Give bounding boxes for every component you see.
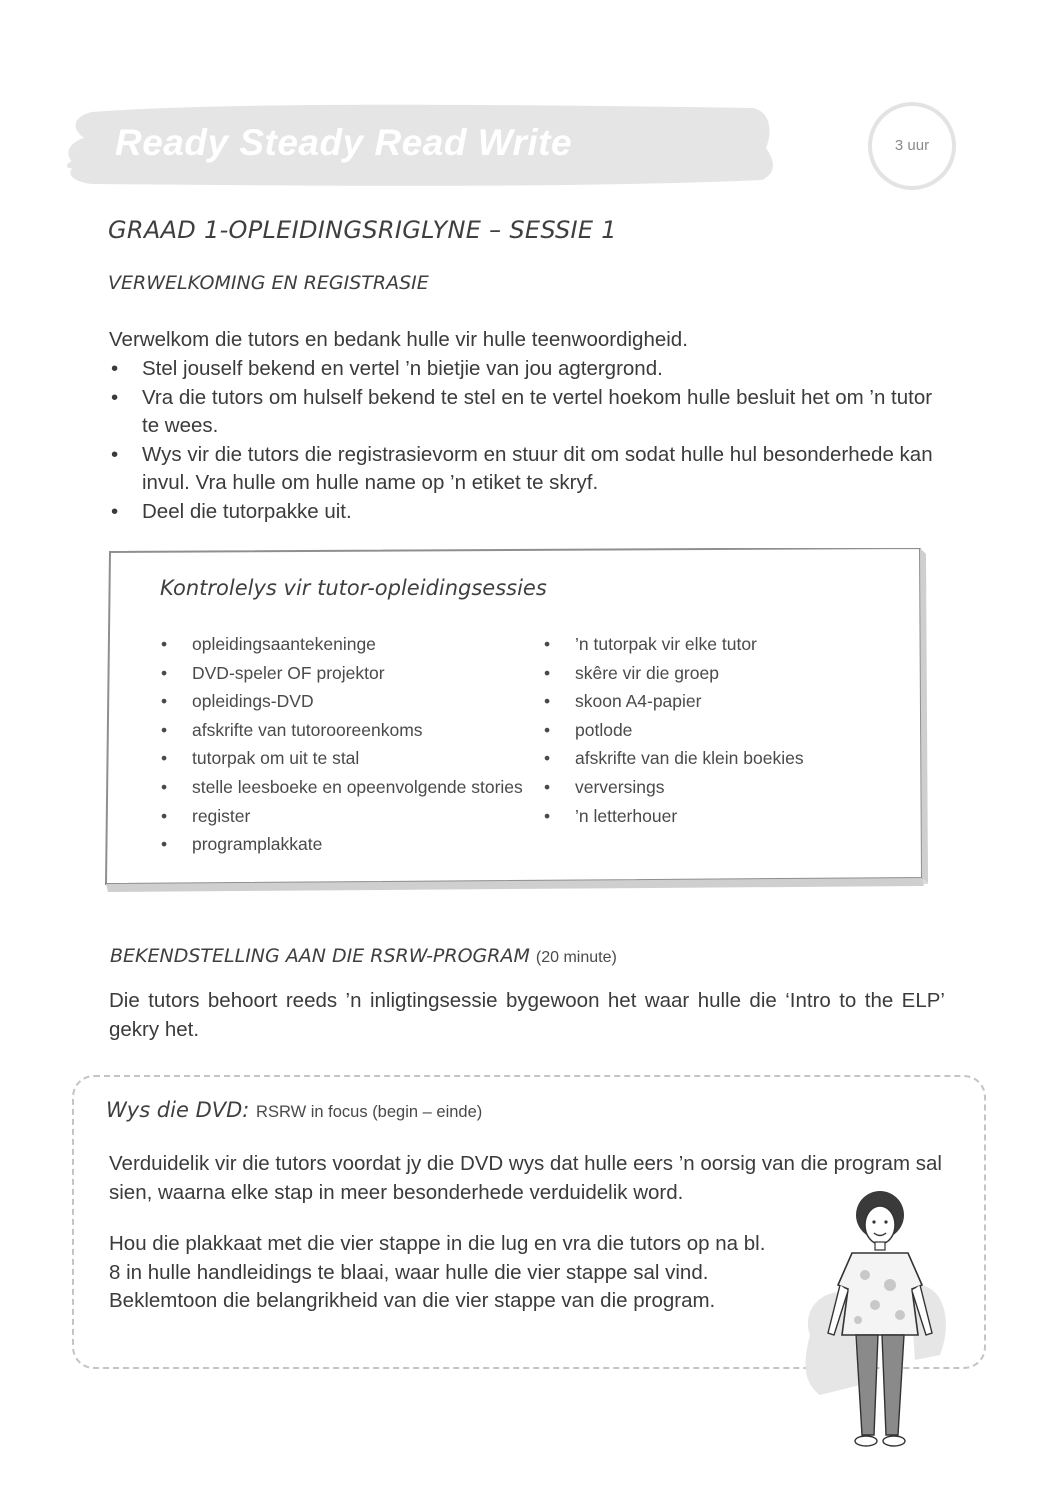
checklist-item: • ’n letterhouer — [544, 802, 924, 831]
bullet-icon: • — [161, 748, 168, 769]
dvd-subheading: RSRW in focus (begin – einde) — [256, 1103, 483, 1121]
bullet-icon: • — [111, 385, 119, 409]
welcome-intro-paragraph: Verwelkom die tutors en bedank hulle vir hulle teenwoordigheid. — [109, 328, 688, 351]
checklist-item: • skêre vir die groep — [544, 659, 924, 688]
bullet-icon: • — [544, 748, 551, 769]
bullet-icon: • — [161, 634, 168, 654]
welcome-bullet-list — [109, 355, 949, 526]
girl-illustration — [790, 1185, 970, 1455]
bullet-icon: • — [161, 719, 168, 740]
dvd-heading: Wys die DVD: RSRW in focus (begin – einde) — [106, 1098, 483, 1122]
bullet-icon: • — [161, 662, 168, 683]
list-item: • Stel jouself bekend en vertel ’n bietjie van jou agtergrond. — [109, 355, 949, 384]
bullet-icon: • — [111, 499, 119, 523]
bullet-icon: • — [161, 834, 168, 855]
checklist-item: • DVD-speler OF projektor — [161, 659, 541, 688]
section-heading-program: BEKENDSTELLING AAN DIE RSRW-PROGRAM (20 minute) — [110, 945, 617, 967]
checklist-right-column — [544, 630, 924, 830]
bullet-icon: • — [544, 691, 551, 712]
checklist-item: • afskrifte van tutorooreenkoms — [161, 716, 541, 745]
section-heading-welcome: VERWELKOMING EN REGISTRASIE — [108, 272, 429, 294]
checklist-item: • potlode — [544, 716, 924, 745]
checklist-item: • ’n tutorpak vir elke tutor — [544, 630, 924, 659]
checklist-item: • opleidings-DVD — [161, 687, 541, 716]
bullet-icon: • — [544, 662, 551, 683]
duration-badge-text: 3 uur — [894, 137, 930, 154]
bullet-icon: • — [161, 691, 168, 712]
bullet-icon: • — [161, 805, 168, 826]
checklist-left-column — [161, 630, 541, 859]
checklist-item: • tutorpak om uit te stal — [161, 744, 541, 773]
bullet-icon: • — [111, 442, 119, 466]
checklist-item: • verversings — [544, 773, 924, 802]
bullet-icon: • — [544, 776, 551, 797]
checklist-item: • afskrifte van die klein boekies — [544, 744, 924, 773]
bullet-icon: • — [161, 776, 168, 797]
bullet-icon: • — [544, 719, 551, 740]
checklist-item: • programplakkate — [161, 830, 541, 859]
checklist-title: Kontrolelys vir tutor-opleidingsessies — [160, 576, 547, 600]
bullet-icon: • — [544, 805, 551, 826]
bullet-icon: • — [544, 634, 551, 654]
checklist-item: • opleidingsaantekeninge — [161, 630, 541, 659]
page-title: GRAAD 1-OPLEIDINGSRIGLYNE – SESSIE 1 — [108, 216, 617, 244]
program-paragraph: Die tutors behoort reeds ’n inligtingsessie bygewoon het waar hulle die ‘Intro to the ELP’ gekry het. — [109, 989, 945, 1041]
dvd-paragraph-2: Hou die plakkaat met die vier stappe in die lug en vra die tutors op na bl. 8 in hulle handleidings te blaai, waar hulle die vier stappe sal vind. Beklemtoon die belangrikheid van die vier stappe van die program. — [109, 1232, 766, 1312]
bullet-icon: • — [111, 357, 119, 380]
list-item: • Vra die tutors om hulself bekend te stel en te vertel hoekom hulle besluit het om ’n tutor te wees. — [111, 385, 933, 437]
checklist-item: • skoon A4-papier — [544, 687, 924, 716]
list-item: • Deel die tutorpakke uit. — [109, 498, 949, 527]
checklist-item: • register — [161, 802, 541, 831]
header-title: Ready Steady Read Write — [115, 122, 573, 163]
program-duration: (20 minute) — [535, 949, 617, 966]
checklist-item: • stelle leesboeke en opeenvolgende stories — [161, 773, 541, 802]
list-item: • Wys vir die tutors die registrasievorm en stuur dit om sodat hulle hul besonderhede kan invul. Vra hulle om hulle name op ’n etiket te skryf. — [111, 442, 933, 494]
dvd-paragraph-1: Verduidelik vir die tutors voordat jy die DVD wys dat hulle eers ’n oorsig van die program sal sien, waarna elke stap in meer besonderhede verduidelik word. — [109, 1152, 942, 1204]
